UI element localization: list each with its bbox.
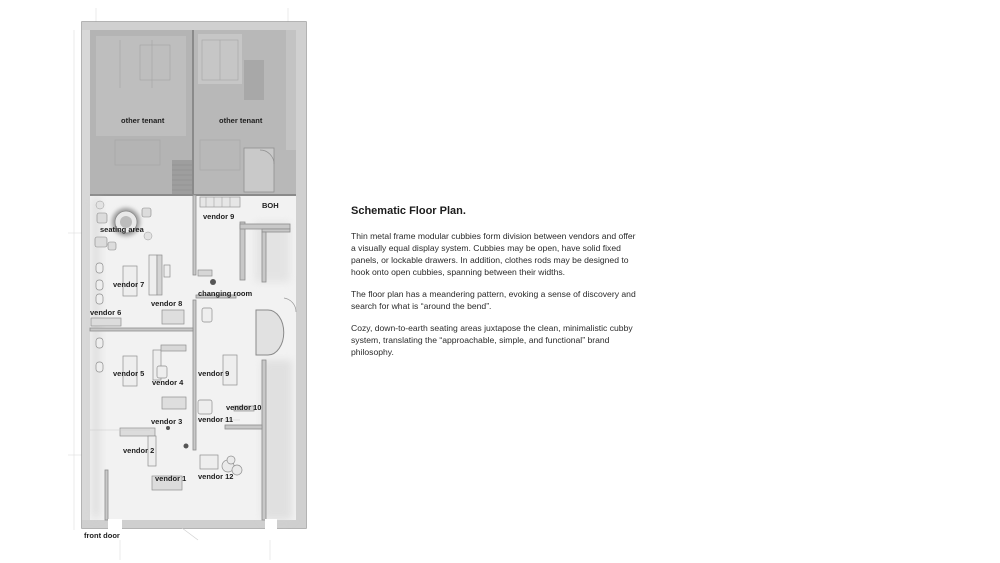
label-vendor-1: vendor 1 [155, 474, 187, 483]
exterior-wall-right [296, 22, 306, 528]
description-paragraph-1: Thin metal frame modular cubbies form division between vendors and offer a visually equal display system. Cubbies may be open, have solid fixed panels, or lockable drawers. In addition, clothes rods may be designed to hook onto open cubbies, spanning between their widths. [351, 231, 636, 277]
other-tenant-right [194, 30, 296, 195]
exterior-wall-top [82, 22, 306, 30]
label-vendor-8: vendor 8 [151, 299, 183, 308]
description-paragraph-2: The floor plan has a meandering pattern, evoking a sense of discovery and search for what is “around the bend”. [351, 289, 636, 311]
front-door-opening [108, 519, 122, 529]
label-vendor-9-top: vendor 9 [203, 212, 235, 221]
label-vendor-7: vendor 7 [113, 280, 145, 289]
label-vendor-4: vendor 4 [152, 378, 184, 387]
description-title: Schematic Floor Plan. [351, 205, 466, 217]
label-vendor-9-mid: vendor 9 [198, 369, 230, 378]
label-other-tenant-right: other tenant [219, 116, 263, 125]
rear-door-opening [265, 519, 277, 529]
label-vendor-6: vendor 6 [90, 308, 122, 317]
label-front-door: front door [84, 531, 120, 540]
label-vendor-10: vendor 10 [226, 403, 262, 412]
label-vendor-3: vendor 3 [151, 417, 183, 426]
label-other-tenant-left: other tenant [121, 116, 165, 125]
label-seating-area: seating area [100, 225, 144, 234]
description-paragraph-3: Cozy, down-to-earth seating areas juxtapose the clean, minimalistic cubby system, translating the “approachable, simple, and functional” brand philosophy. [351, 323, 633, 357]
description-panel [351, 205, 641, 368]
label-vendor-12: vendor 12 [198, 472, 234, 481]
other-tenant-left [90, 30, 192, 195]
label-boh: BOH [262, 201, 279, 210]
label-vendor-2: vendor 2 [123, 446, 155, 455]
label-vendor-5: vendor 5 [113, 369, 145, 378]
label-vendor-11: vendor 11 [198, 415, 234, 424]
exterior-wall-left [82, 22, 90, 528]
curved-alcove [256, 310, 284, 355]
label-changing-room: changing room [198, 289, 253, 298]
